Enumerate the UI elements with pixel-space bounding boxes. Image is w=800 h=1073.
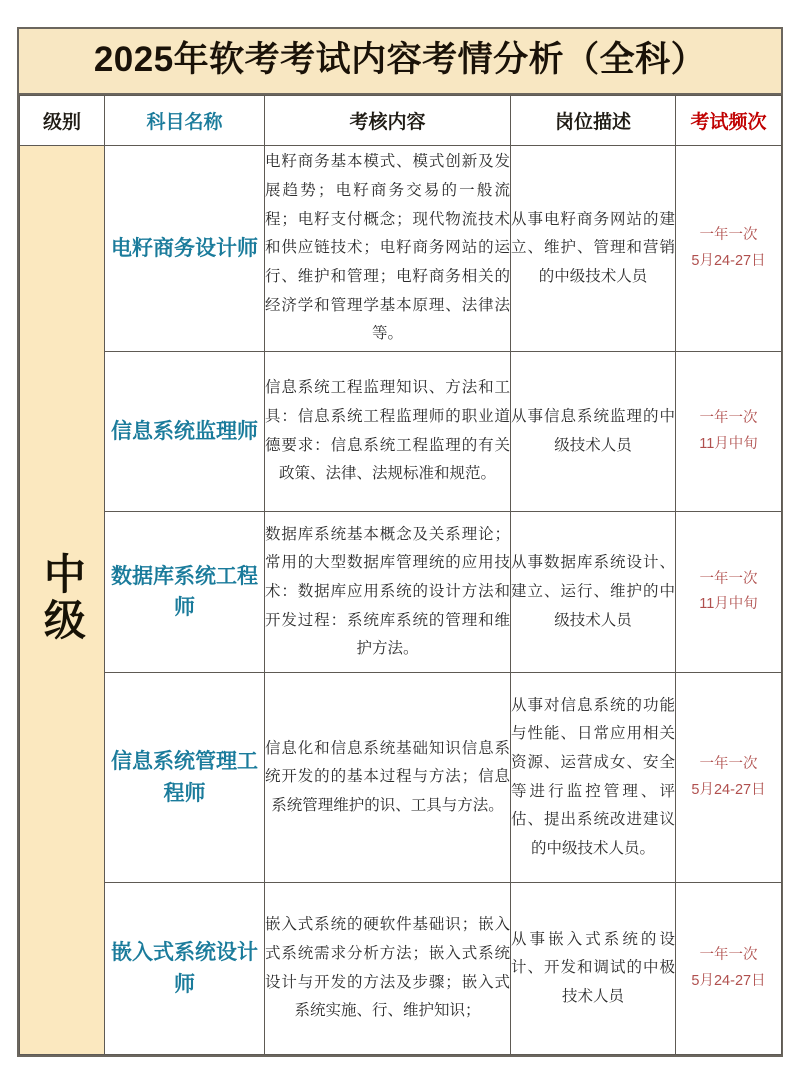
frequency-line-1: 一年一次: [699, 570, 758, 587]
duty-description: 从事嵌入式系统的设计、开发和调试的中极技术人员: [511, 930, 675, 1006]
exam-analysis-table: [17, 27, 783, 1057]
table-row: [20, 883, 782, 1055]
frequency-cell: [676, 146, 782, 352]
duty-cell: [511, 512, 676, 673]
frequency-line-2: 5月24-27日: [691, 972, 766, 989]
page-title: 2025年软考考试内容考情分析（全科）: [93, 40, 707, 79]
column-header-content: 考核内容: [265, 96, 511, 146]
content-cell: [265, 883, 511, 1055]
column-header-duty: 岗位描述: [511, 96, 676, 146]
table-header: [20, 96, 782, 146]
frequency-cell: [676, 673, 782, 883]
frequency-cell: [676, 512, 782, 673]
subject-cell: [105, 883, 265, 1055]
subject-name: 信息系统监理师: [111, 420, 258, 443]
content-description: 电籽商务基本模式、模式创新及发展趋势；电籽商务交易的一般流程；电籽支付概念；现代物流技术和供应链技术；电籽商务网站的运行、维护和管理；电籽商务相关的经济学和管理学基本原理、法律法等。: [265, 153, 510, 343]
table-body: [20, 146, 782, 1055]
title-banner: [19, 29, 781, 95]
content-description: 嵌入式系统的硬软件基础识；嵌入式系统需求分析方法；嵌入式系统设计与开发的方法及步骤；嵌入式系统实施、行、维护知识；: [265, 916, 510, 1020]
subject-name: 电籽商务设计师: [111, 237, 258, 260]
frequency-value: [676, 752, 781, 803]
subject-cell: [105, 352, 265, 512]
frequency-line-2: 5月24-27日: [691, 781, 766, 798]
table-header-row: [20, 96, 782, 146]
frequency-cell: [676, 883, 782, 1055]
duty-cell: [511, 352, 676, 512]
table-row: [20, 673, 782, 883]
frequency-line-1: 一年一次: [699, 947, 758, 964]
frequency-value: [676, 943, 781, 994]
subject-cell: [105, 146, 265, 352]
frequency-line-1: 一年一次: [699, 756, 758, 773]
duty-cell: [511, 146, 676, 352]
table-row: [20, 146, 782, 352]
frequency-value: [676, 567, 781, 618]
content-cell: [265, 146, 511, 352]
frequency-line-1: 一年一次: [699, 410, 758, 427]
duty-description: 从事对信息系统的功能与性能、日常应用相关资源、运营成女、安全等进行监控管理、评估、提出系统改进建议的中级技术人员。: [511, 696, 675, 858]
frequency-line-2: 5月24-27日: [691, 252, 766, 269]
frequency-line-2: 11月中旬: [699, 596, 758, 613]
level-group-cell: [20, 146, 105, 1055]
table-row: [20, 352, 782, 512]
subject-name: 嵌入式系统设计师: [111, 941, 258, 996]
content-cell: [265, 512, 511, 673]
column-header-frequency: 考试频次: [676, 96, 782, 146]
column-header-subject: 科目名称: [105, 96, 265, 146]
frequency-line-1: 一年一次: [699, 227, 758, 244]
frequency-line-2: 11月中旬: [699, 435, 758, 452]
content-description: 数据库系统基本概念及关系理论；常用的大型数据库管理统的应用技术：数据库应用系统的设计方法和开发过程：系统库系统的管理和维护方法。: [265, 525, 510, 658]
subject-name: 信息系统管理工程师: [111, 750, 258, 805]
content-cell: [265, 673, 511, 883]
content-cell: [265, 352, 511, 512]
duty-description: 从事数据库系统设计、建立、运行、维护的中级技术人员: [511, 554, 675, 629]
exam-table: [19, 95, 782, 1055]
subject-cell: [105, 512, 265, 673]
table-row: [20, 512, 782, 673]
duty-description: 从事电籽商务网站的建立、维护、管理和营销的中级技术人员: [511, 210, 675, 286]
content-description: 信息化和信息系统基础知识信息系统开发的的基本过程与方法；信息系统管理维护的识、工具与方法。: [265, 739, 510, 815]
duty-cell: [511, 883, 676, 1055]
column-header-level: 级别: [20, 96, 105, 146]
content-description: 信息系统工程监理知识、方法和工具：信息系统工程监理师的职业道德要求：信息系统工程监理的有关政策、法律、法规标准和规范。: [265, 379, 510, 483]
level-group-label: 中级: [38, 551, 86, 644]
frequency-value: [676, 223, 781, 274]
frequency-value: [676, 406, 781, 457]
frequency-cell: [676, 352, 782, 512]
subject-cell: [105, 673, 265, 883]
duty-cell: [511, 673, 676, 883]
subject-name: 数据库系统工程师: [111, 564, 258, 620]
duty-description: 从事信息系统监理的中级技术人员: [511, 408, 675, 454]
